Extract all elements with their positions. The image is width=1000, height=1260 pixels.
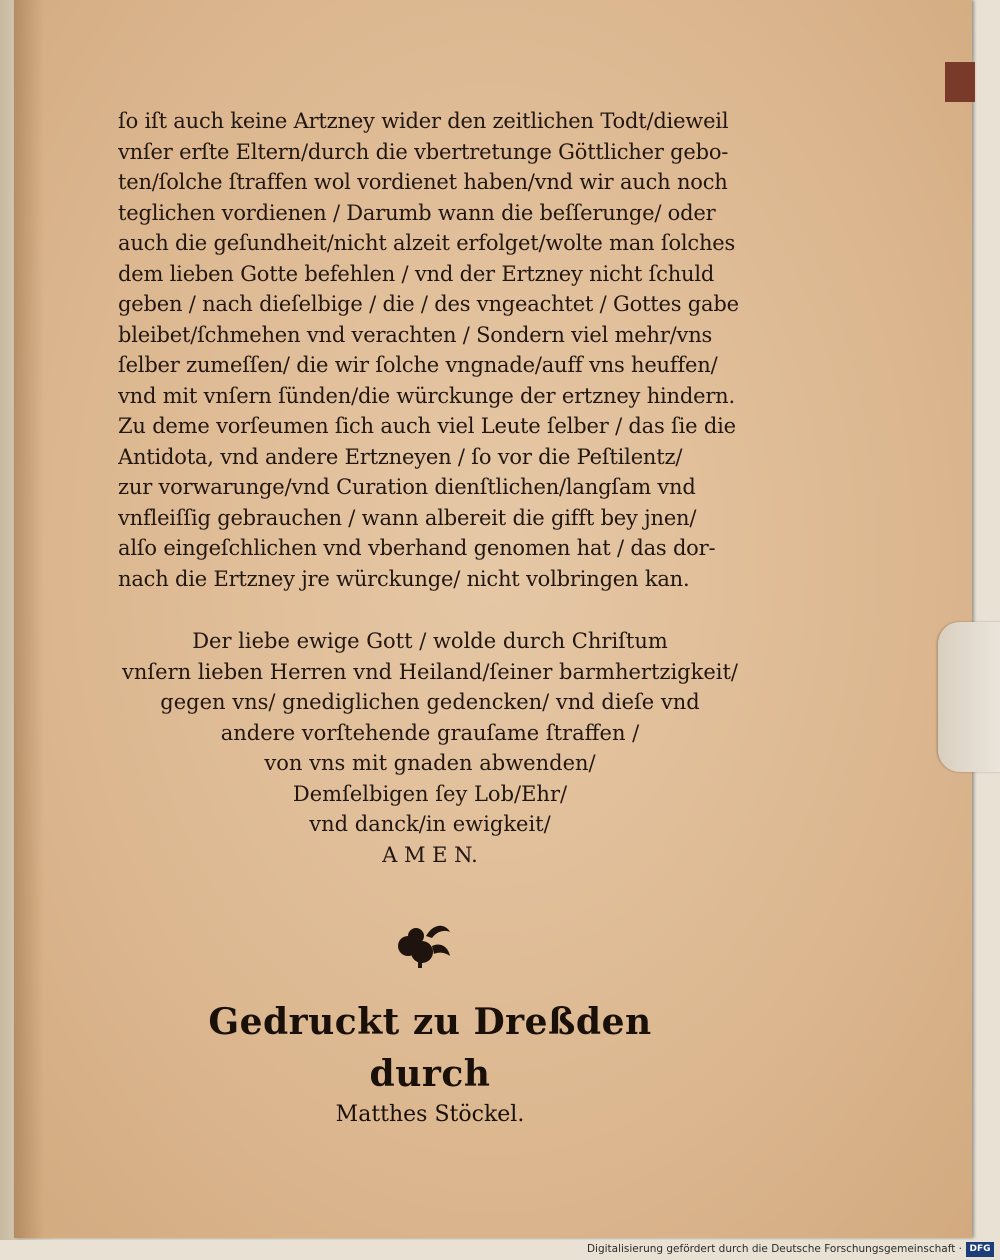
closing-line: vnd danck/in ewigkeit/ <box>309 812 551 836</box>
text-line: ten/ſolche ſtraffen wol vordienet haben/vnd wir auch noch <box>118 170 728 194</box>
printer-imprint <box>150 996 710 1130</box>
text-line: zur vorwarunge/vnd Curation dienſtlichen/langſam vnd <box>118 475 696 499</box>
text-line: dem lieben Gotte befehlen / vnd der Ertzney nicht ſchuld <box>118 261 715 286</box>
text-line: ſo iſt auch keine Artzney wider den zeitlichen Todt/dieweil <box>118 109 729 133</box>
closing-line: von vns mit gnaden abwenden/ <box>264 751 596 775</box>
dfg-logo: DFG <box>966 1242 994 1257</box>
page-spine-shadow <box>14 0 44 1238</box>
page-fold-strip <box>938 622 1000 772</box>
text-line: vnſer erſte Eltern/durch die vbertretunge Göttlicher gebo- <box>118 139 729 164</box>
text-line: ſelber zumeſſen/ die wir ſolche vngnade/auff vns heuffen/ <box>118 353 718 377</box>
text-line: teglichen vordienen / Darumb wann die beſſerunge/ oder <box>118 200 716 225</box>
funding-credit: Digitalisierung gefördert durch die Deutsche Forschungsgemeinschaft · <box>586 1243 962 1255</box>
amen-line: A M E N. <box>382 842 478 867</box>
imprint-title: Gedruckt zu Dreßden durch <box>208 1001 652 1095</box>
text-line: Antidota, vnd andere Ertzneyen / ſo vor die Peſtilentz/ <box>118 444 683 469</box>
closing-line: Der liebe ewige Gott / wolde durch Chriſtum <box>192 629 668 653</box>
closing-line: gegen vns/ gnediglichen gedencken/ vnd dieſe vnd <box>160 690 700 714</box>
closing-line: vnſern lieben Herren vnd Heiland/ſeiner barmhertzigkeit/ <box>122 659 738 684</box>
main-text-block <box>118 106 748 594</box>
text-line: auch die geſundheit/nicht alzeit erfolget/wolte man ſolches <box>118 231 736 255</box>
text-line: vnfleiſſig gebrauchen / wann albereit die gifft bey jnen/ <box>118 505 697 530</box>
text-line: Zu deme vorſeumen ſich auch viel Leute ſelber / das ſie die <box>118 414 736 438</box>
text-line: alſo eingeſchlichen vnd vberhand genomen hat / das dor- <box>118 536 716 560</box>
text-line: bleibet/ſchmehen vnd verachten / Sondern viel mehr/vns <box>118 322 713 347</box>
text-line: nach die Ertzney jre würckunge/ nicht volbringen kan. <box>118 566 690 591</box>
digitization-footer <box>0 1240 1000 1260</box>
text-line: vnd mit vnſern ſünden/die würckunge der ertzney hindern. <box>118 383 735 408</box>
closing-line: Demſelbigen ſey Lob/Ehr/ <box>292 781 568 806</box>
text-line: geben / nach dieſelbige / die / des vngeachtet / Gottes gabe <box>118 292 739 316</box>
page-tab-marker <box>945 62 975 102</box>
imprint-printer: Matthes Stöckel. <box>335 1102 525 1127</box>
closing-prayer <box>120 626 740 870</box>
closing-line: andere vorſtehende grauſame ſtraffen / <box>220 720 640 745</box>
fleuron-ornament <box>388 912 458 972</box>
